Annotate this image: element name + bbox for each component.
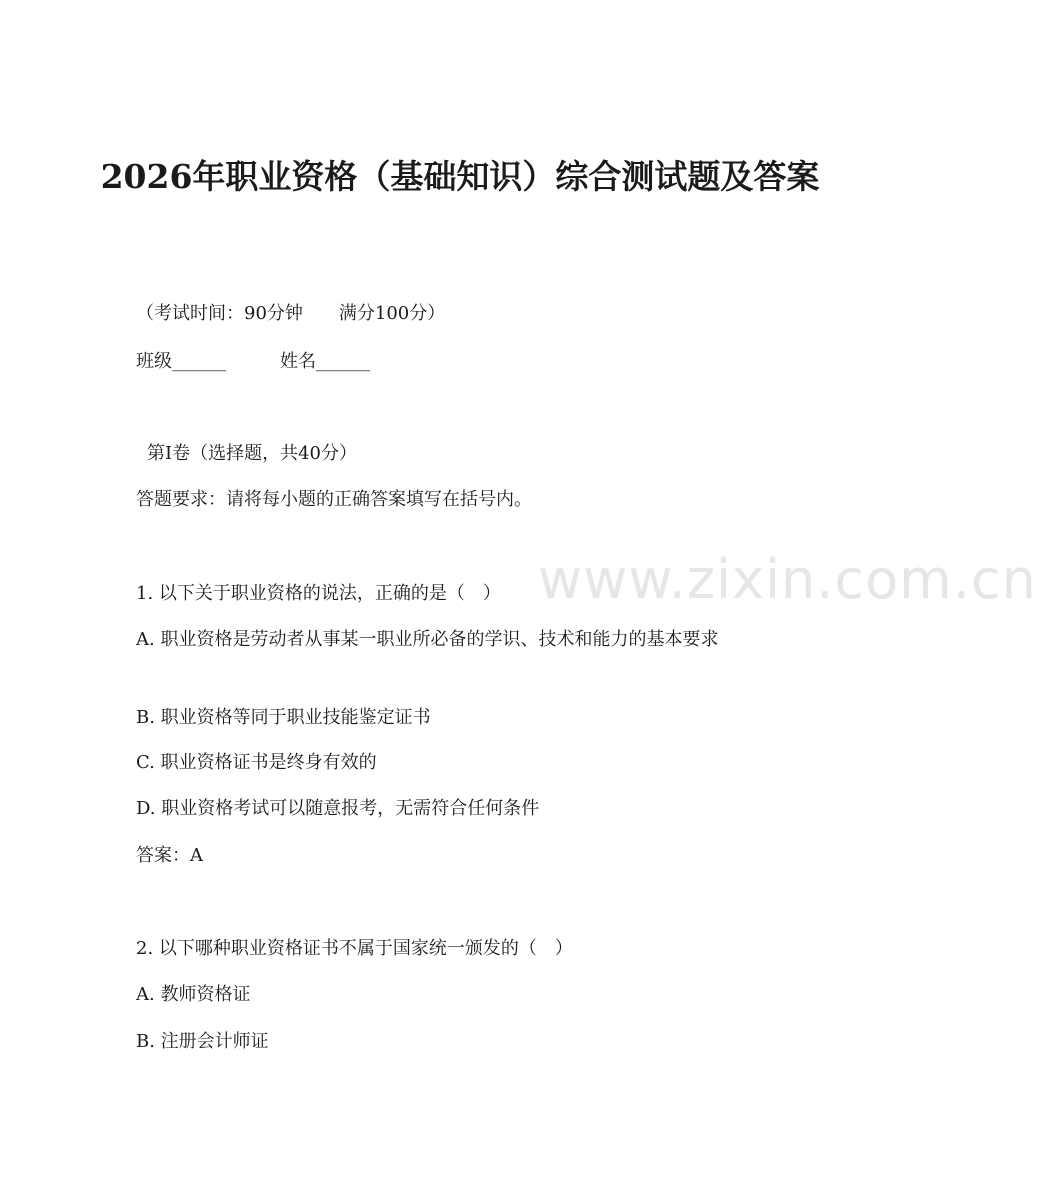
question-2-option-a: A. 教师资格证 [136, 984, 251, 1005]
question-2-option-b: B. 注册会计师证 [136, 1031, 269, 1052]
instruction: 答题要求：请将每小题的正确答案填写在括号内。 [136, 489, 532, 510]
question-2-stem: 2. 以下哪种职业资格证书不属于国家统一颁发的（ ） [136, 938, 573, 959]
question-1-option-d: D. 职业资格考试可以随意报考，无需符合任何条件 [136, 798, 540, 819]
document-title: 2026年职业资格（基础知识）综合测试题及答案 [100, 157, 820, 196]
name-field[interactable]: 姓名______ [280, 351, 370, 372]
question-1-answer: 答案：A [136, 845, 203, 866]
question-1-option-c: C. 职业资格证书是终身有效的 [136, 752, 377, 773]
section-title: 第I卷（选择题，共40分） [147, 443, 358, 464]
question-1-stem: 1. 以下关于职业资格的说法，正确的是（ ） [136, 583, 501, 604]
question-1-option-b: B. 职业资格等同于职业技能鉴定证书 [136, 707, 431, 728]
question-1-option-a: A. 职业资格是劳动者从事某一职业所必备的学识、技术和能力的基本要求 [136, 629, 719, 650]
class-field[interactable]: 班级______ [136, 351, 226, 372]
student-info-row [136, 349, 370, 375]
watermark: www.zixin.com.cn [538, 548, 1037, 611]
exam-info: （考试时间：90分钟 满分100分） [136, 303, 446, 324]
